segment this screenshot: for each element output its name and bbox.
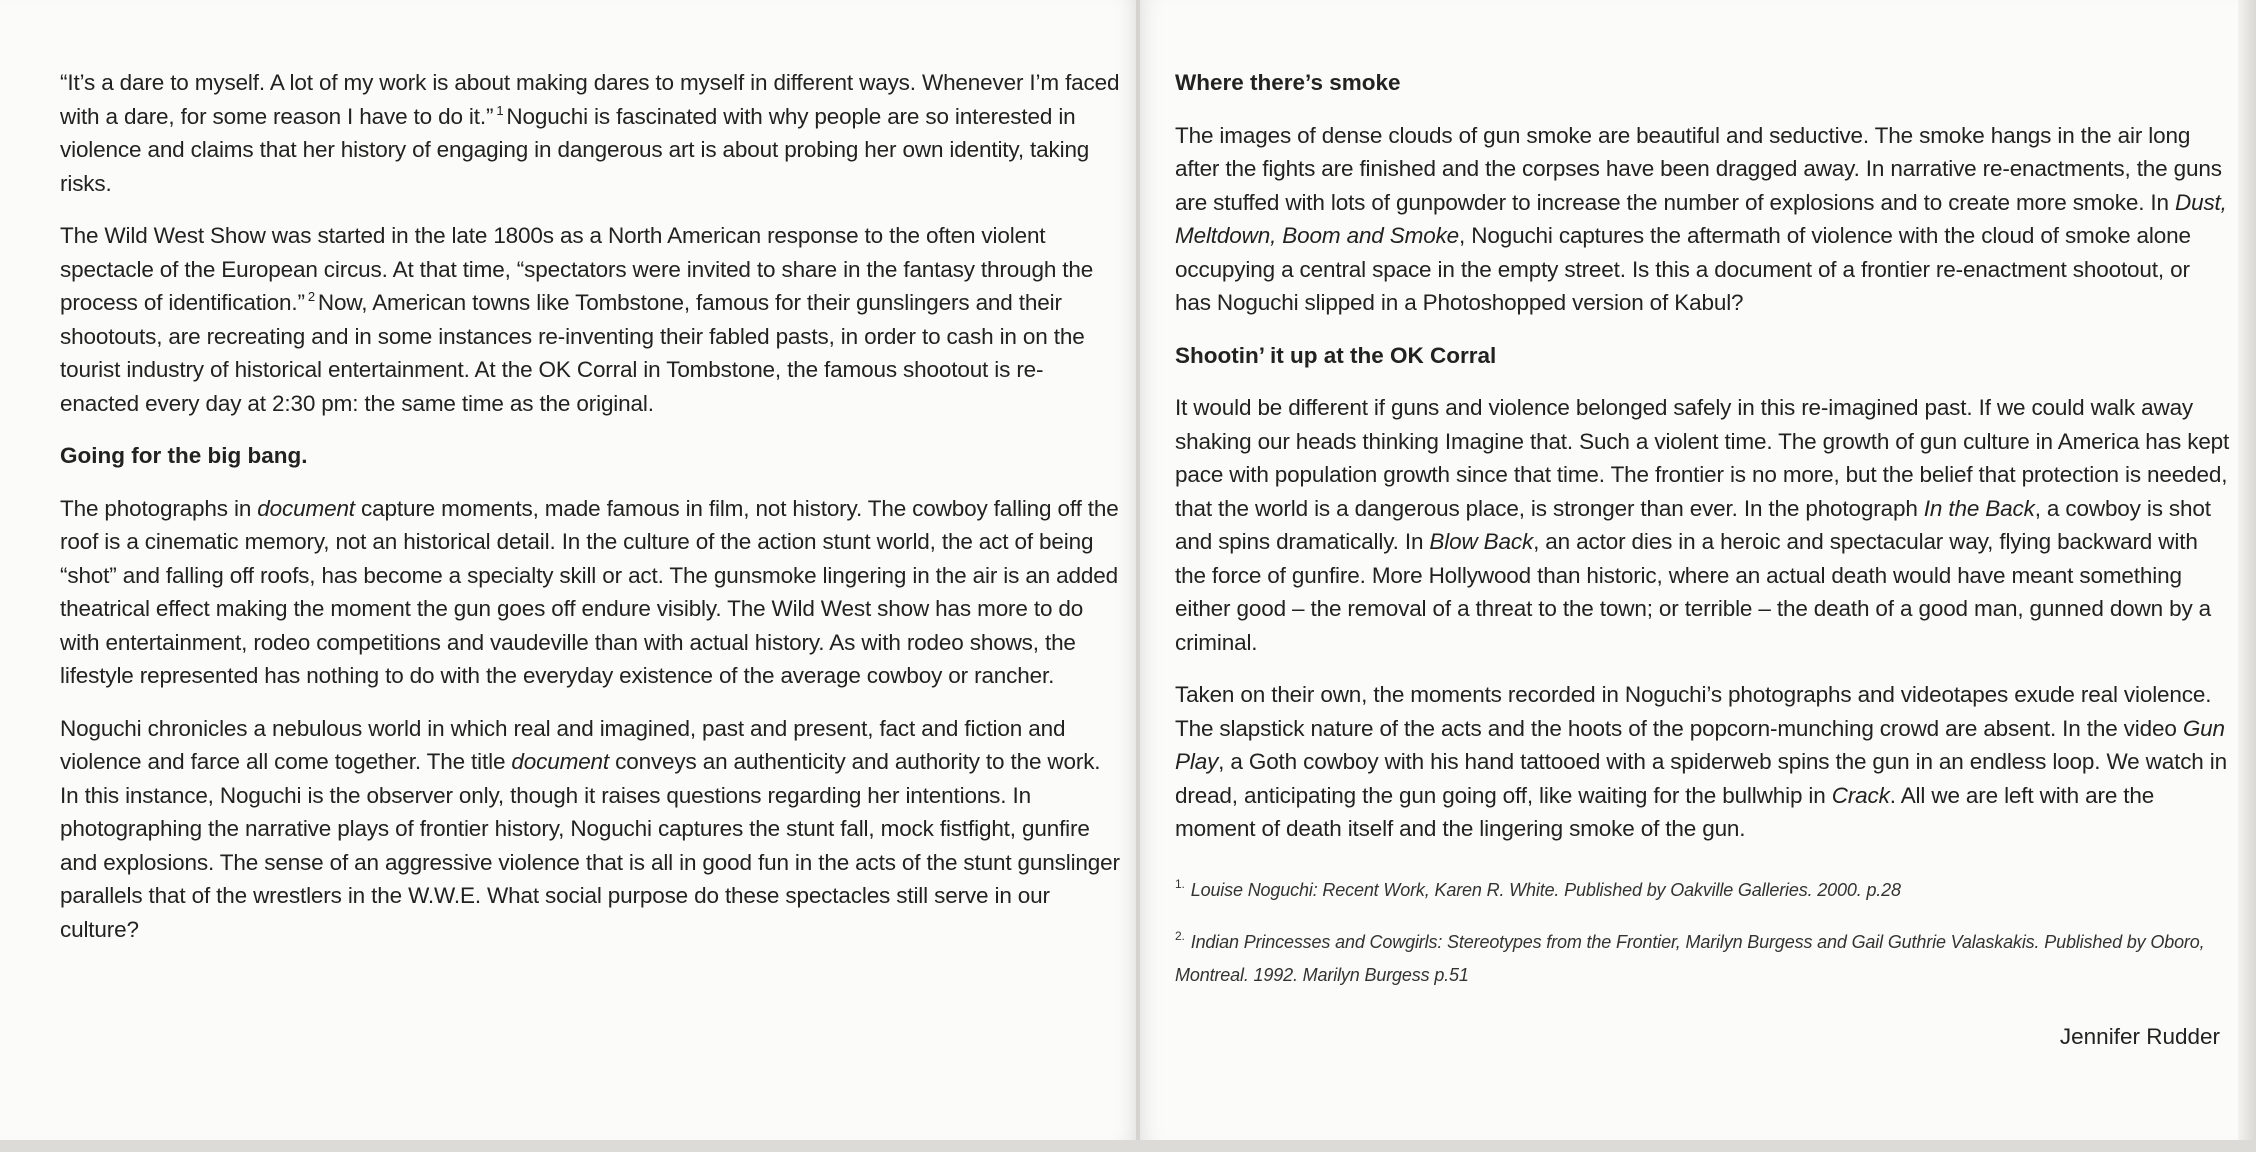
text-run: The Wild West Show was started in the late 1800s as a North American response to the often violent spectacle of the European circus. At that time, “spectators were invited to share in the fantasy through the process of identification.” [60,223,1094,315]
footnote-reference: 2 [307,289,315,304]
italic-title: Crack [1831,782,1890,808]
text-run: The photographs in [60,495,258,521]
paragraph-nebulous-world [60,712,1120,947]
footnote-reference: 1 [496,102,504,118]
text-run: capture moments, made famous in film, not history. The cowboy falling off the roof is a cinematic memory, not an historical detail. In the culture of the action stunt world, the act of being “shot” and falling off roofs, has become a specialty skill or act. The gunsmoke lingering in the air is an added theatrical effect making the moment the gun goes off endure visibly. The Wild West show has more to do with entertainment, rodeo competitions and vaudeville than with actual history. As with rodeo shows, the lifestyle represented has nothing to do with the everyday existence of the average cowboy or rancher. [60,495,1119,688]
text-run: . All we are left with are the moment of death itself and the lingering smoke of the gun. [1175,782,2155,841]
footnote-text: Louise Noguchi: Recent Work, Karen R. White. Published by Oakville Galleries. 2000. p.28 [1190,879,1901,900]
author-name: Jennifer Rudder [2059,1023,2220,1049]
heading-going-for-big-bang: Going for the big bang. [60,443,308,468]
footnote-1 [1175,868,2230,907]
footnote-text: Indian Princesses and Cowgirls: Stereotypes from the Frontier, Marilyn Burgess and Gail Guthrie Valaskakis. Published by Oboro, Montreal. 1992. Marilyn Burgess p.51 [1175,931,2205,985]
paragraph-dare-quote [60,66,1120,200]
text-run: , a cowboy is shot and spins dramatically. In [1175,495,2211,554]
text-run: Noguchi chronicles a nebulous world in which real and imagined, past and present, fact and fiction and violence and farce all come together. The title [60,715,1066,774]
italic-title: In the Back [1923,495,2035,521]
text-run: Taken on their own, the moments recorded in Noguchi’s photographs and videotapes exude real violence. The slapstick nature of the acts and the hoots of the popcorn-munching crowd are absent. In the video [1175,682,2212,741]
text-run: conveys an authenticity and authority to the work. In this instance, Noguchi is the observer only, though it raises questions regarding her intentions. In photographing the narrative plays of frontier history, Noguchi captures the stunt fall, mock fistfight, gunfire and explosions. The sense of an aggressive violence that is all in good fun in the acts of the stunt gunslinger parallels that of the wrestlers in the W.W.E. What social purpose do these spectacles still serve in our culture? [60,749,1120,942]
footnotes [1175,868,2230,992]
paragraph-guns-and-violence [1175,391,2230,659]
italic-title: Blow Back [1429,529,1534,554]
paragraph-wild-west-show [60,219,1120,420]
text-run: “It’s a dare to myself. A lot of my work is about making dares to myself in different ways. Whenever I’m faced with a dare, for some reason I have to do it.” [60,70,1120,129]
text-run: , an actor dies in a heroic and spectacular way, flying backward with the force of gunfire. More Hollywood than historic, where an actual death would have meant something either good – the removal of a threat to the town; or terrible – the death of a good man, gunned down by a criminal. [1175,529,2212,655]
text-run: The images of dense clouds of gun smoke are beautiful and seductive. The smoke hangs in the air long after the fights are finished and the corpses have been dragged away. In narrative re-enactments, the guns are stuffed with lots of gunpowder to increase the number of explosions and to create more smoke. In [1175,122,2222,215]
footnote-2 [1175,920,2230,992]
paragraph-moments-recorded [1175,678,2230,846]
page-edge [2238,0,2256,1140]
heading-ok-corral: Shootin’ it up at the OK Corral [1175,342,1497,368]
bottom-edge [0,1140,2256,1152]
italic-title: document [511,749,610,774]
italic-title: Gun Play [1175,715,2225,774]
heading-where-theres-smoke: Where there’s smoke [1175,70,1401,95]
paragraph-gun-smoke [1175,119,2230,320]
footnote-number: 2. [1175,928,1185,943]
text-run: Noguchi is fascinated with why people are so interested in violence and claims that her history of engaging in dangerous art is about probing her own identity, taking risks. [60,103,1090,196]
text-run: Now, American towns like Tombstone, famous for their gunslingers and their shootouts, are recreating and in some instances re-inventing their fabled pasts, in order to cash in on the tourist industry of historical entertainment. At the OK Corral in Tombstone, the famous shootout is re-enacted every day at 2:30 pm: the same time as the original. [60,290,1085,416]
footnote-number: 1. [1175,876,1185,891]
italic-title: Dust, Meltdown, Boom and Smoke [1175,189,2227,248]
text-run: , Noguchi captures the aftermath of violence with the cloud of smoke alone occupying a central space in the empty street. Is this a document of a frontier re-enactment shootout, or has Noguchi slipped in a Photoshopped version of Kabul? [1175,223,2191,315]
left-column [60,66,1120,946]
paragraph-photographs [60,492,1120,693]
italic-title: document [257,495,355,521]
book-gutter [1136,0,1140,1140]
right-column [1175,66,2230,1053]
text-run: , a Goth cowboy with his hand tattooed with a spiderweb spins the gun in an endless loop. We watch in dread, anticipating the gun going off, like waiting for the bullwhip in [1175,749,2227,808]
text-run: It would be different if guns and violence belonged safely in this re-imagined past. If we could walk away shaking our heads thinking Imagine that. Such a violent time. The growth of gun culture in America has kept pace with population growth since that time. The frontier is no more, but the belief that protection is needed, that the world is a dangerous place, is stronger than ever. In the photograph [1175,395,2230,521]
